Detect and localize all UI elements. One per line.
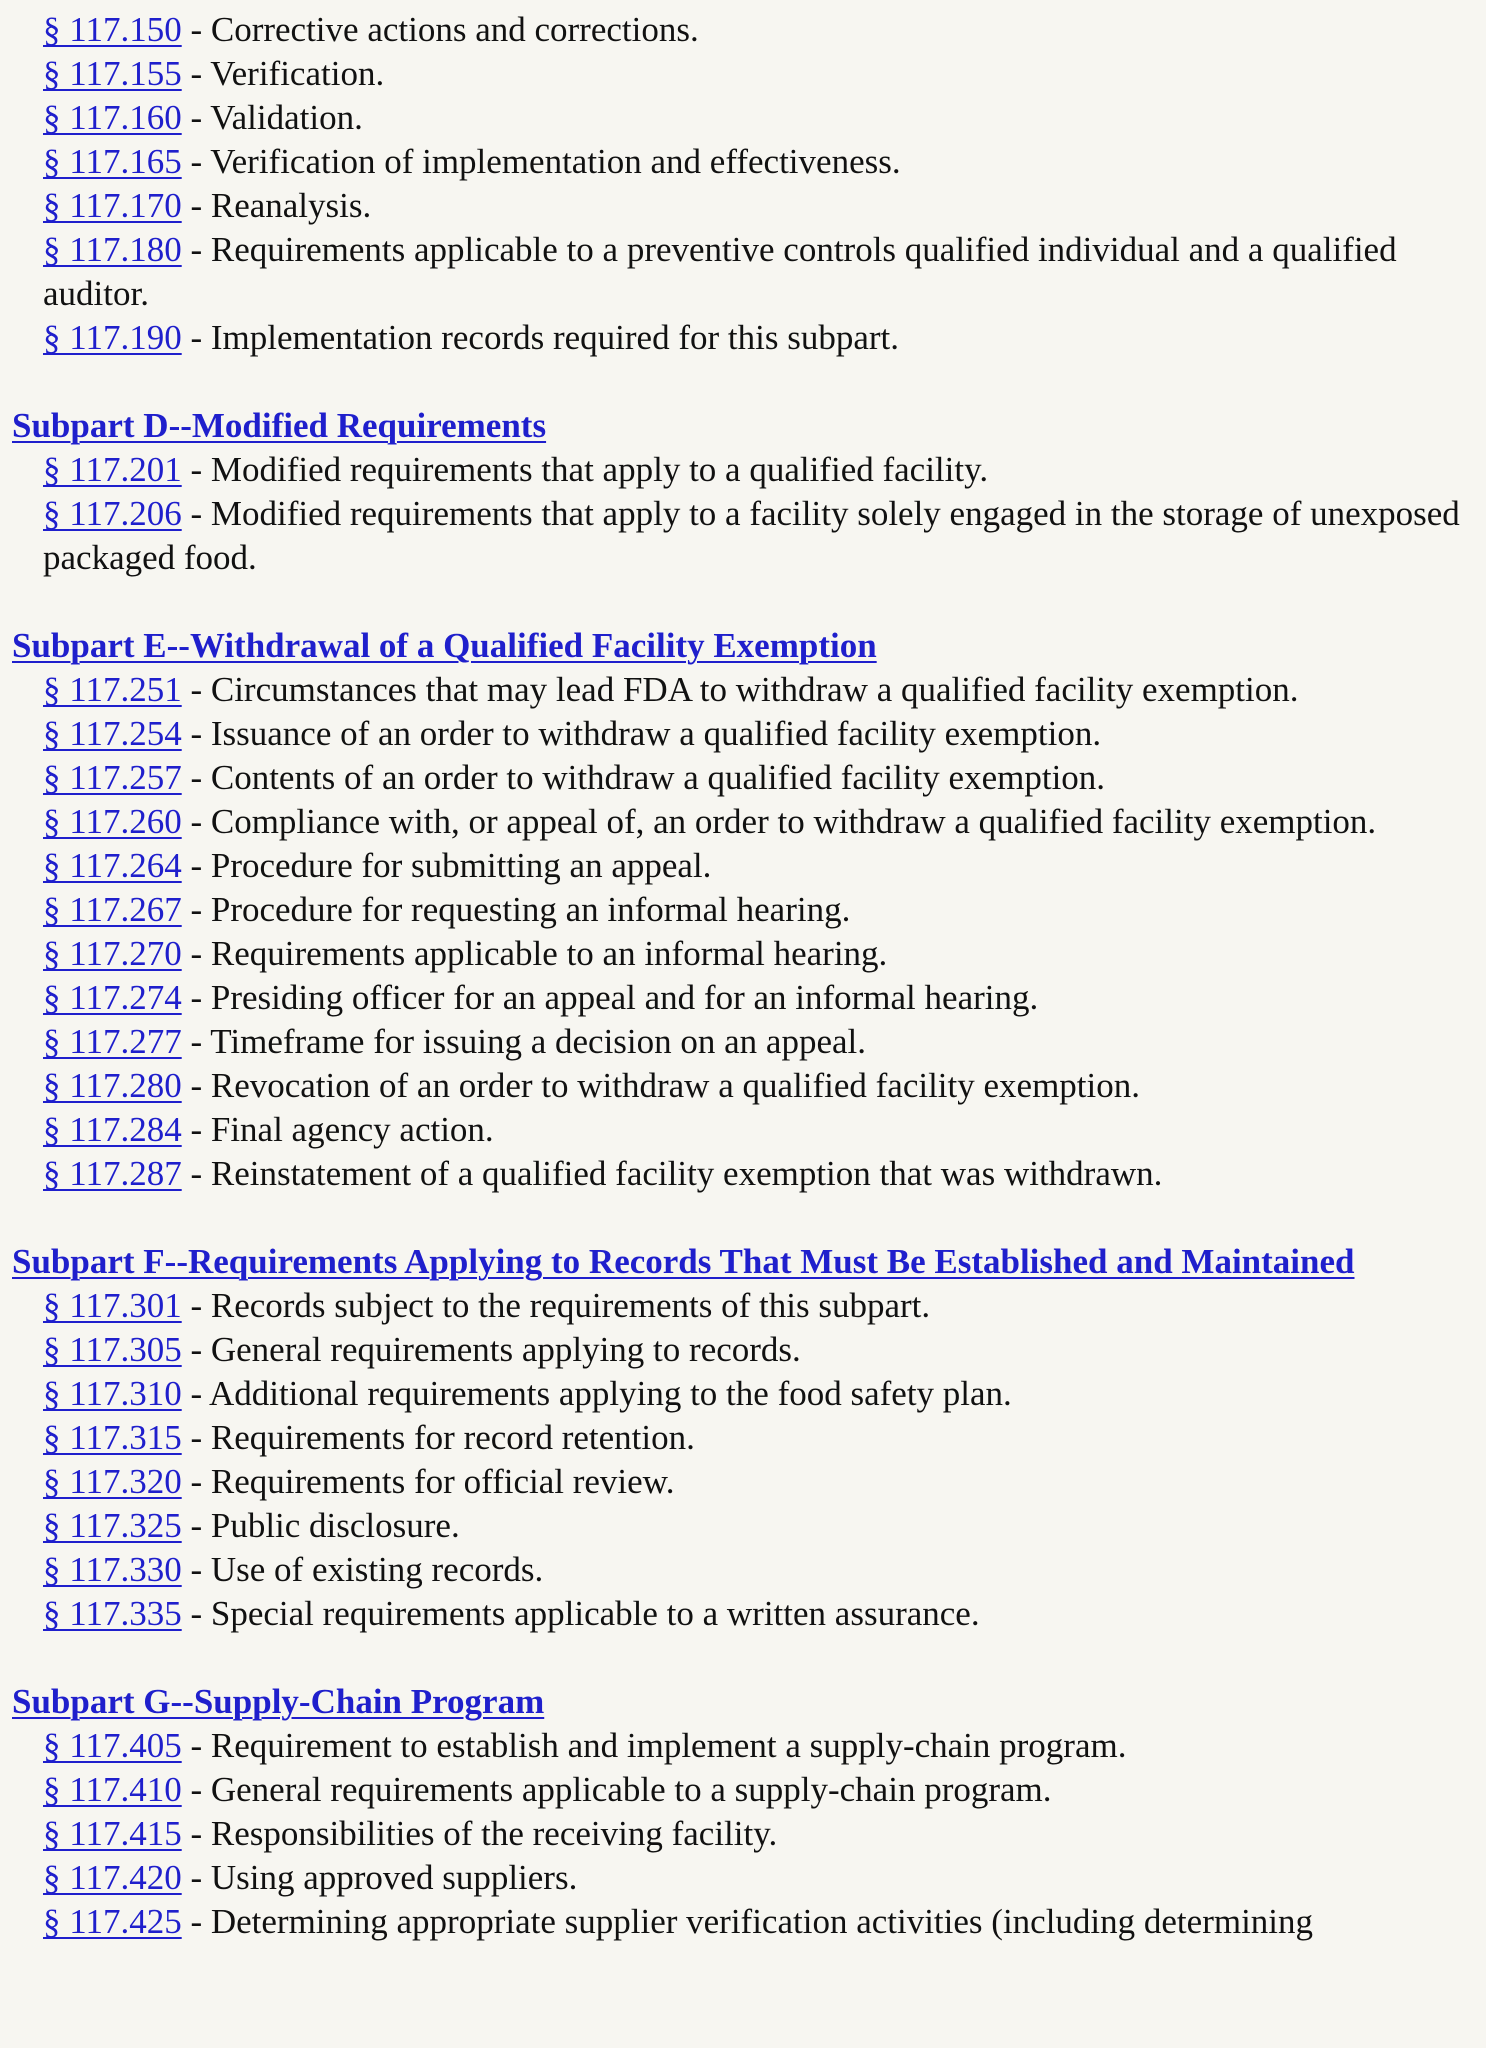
section-title: Reanalysis. <box>210 186 372 225</box>
subpart-d <box>12 404 1474 580</box>
section-link[interactable]: § 117.201 <box>43 450 182 489</box>
section-link[interactable]: § 117.270 <box>43 934 182 973</box>
section-title: Circumstances that may lead FDA to withdraw a qualified facility exemption. <box>210 670 1299 709</box>
section-link[interactable]: § 117.170 <box>43 186 182 225</box>
section-link[interactable]: § 117.325 <box>43 1506 182 1545</box>
section-title: Final agency action. <box>210 1110 494 1149</box>
section-title: Validation. <box>210 98 363 137</box>
section-title: Additional requirements applying to the food safety plan. <box>208 1374 1012 1413</box>
section-link[interactable]: § 117.264 <box>43 846 182 885</box>
section-title: Reinstatement of a qualified facility exemption that was withdrawn. <box>210 1154 1163 1193</box>
toc-entry: § 117.277 - Timeframe for issuing a decision on an appeal. <box>43 1022 867 1061</box>
subpart-d-link[interactable]: Subpart D--Modified Requirements <box>12 406 547 445</box>
toc-entry: § 117.270 - Requirements applicable to an informal hearing. <box>43 934 888 973</box>
toc-entry: § 117.420 - Using approved suppliers. <box>43 1858 578 1897</box>
toc-entry: § 117.150 - Corrective actions and corrections. <box>43 10 699 49</box>
subpart-f-link[interactable]: Subpart F--Requirements Applying to Records That Must Be Established and Maintained <box>12 1242 1355 1281</box>
section-link[interactable]: § 117.180 <box>43 230 182 269</box>
section-title: Procedure for submitting an appeal. <box>210 846 712 885</box>
section-title: Modified requirements that apply to a facility solely engaged in the storage of unexposed packaged food. <box>43 494 1460 577</box>
section-title: Contents of an order to withdraw a qualified facility exemption. <box>210 758 1106 797</box>
toc-entry: § 117.251 - Circumstances that may lead FDA to withdraw a qualified facility exemption. <box>43 670 1299 709</box>
section-title: Verification of implementation and effectiveness. <box>210 142 901 181</box>
toc-entry: § 117.264 - Procedure for submitting an appeal. <box>43 846 712 885</box>
top-entry-list <box>12 8 1474 360</box>
section-link[interactable]: § 117.425 <box>43 1902 182 1941</box>
section-title: Presiding officer for an appeal and for an informal hearing. <box>210 978 1039 1017</box>
toc-entry: § 117.206 - Modified requirements that apply to a facility solely engaged in the storage of unexposed packaged food. <box>43 494 1460 577</box>
section-link[interactable]: § 117.257 <box>43 758 182 797</box>
section-title: Revocation of an order to withdraw a qualified facility exemption. <box>210 1066 1140 1105</box>
toc-entry: § 117.180 - Requirements applicable to a preventive controls qualified individual and a qualified auditor. <box>43 230 1397 313</box>
toc-entry: § 117.315 - Requirements for record retention. <box>43 1418 695 1457</box>
section-link[interactable]: § 117.330 <box>43 1550 182 1589</box>
toc-entry: § 117.284 - Final agency action. <box>43 1110 494 1149</box>
section-link[interactable]: § 117.335 <box>43 1594 182 1633</box>
section-link[interactable]: § 117.251 <box>43 670 182 709</box>
section-title: Special requirements applicable to a written assurance. <box>210 1594 980 1633</box>
section-link[interactable]: § 117.415 <box>43 1814 182 1853</box>
toc-entry: § 117.257 - Contents of an order to withdraw a qualified facility exemption. <box>43 758 1106 797</box>
section-link[interactable]: § 117.420 <box>43 1858 182 1897</box>
section-link[interactable]: § 117.301 <box>43 1286 182 1325</box>
toc-entry: § 117.201 - Modified requirements that apply to a qualified facility. <box>43 450 989 489</box>
toc-entry: § 117.325 - Public disclosure. <box>43 1506 460 1545</box>
toc-entry: § 117.287 - Reinstatement of a qualified facility exemption that was withdrawn. <box>43 1154 1163 1193</box>
section-title: Determining appropriate supplier verification activities (including determining <box>210 1902 1314 1941</box>
toc-entry: § 117.320 - Requirements for official review. <box>43 1462 675 1501</box>
subpart-heading <box>12 624 1474 668</box>
toc-entry: § 117.260 - Compliance with, or appeal of, an order to withdraw a qualified facility exemption. <box>43 802 1377 841</box>
subpart-e-link[interactable]: Subpart E--Withdrawal of a Qualified Facility Exemption <box>12 626 877 665</box>
toc-entry: § 117.305 - General requirements applying to records. <box>43 1330 801 1369</box>
section-link[interactable]: § 117.277 <box>43 1022 182 1061</box>
subpart-g-link[interactable]: Subpart G--Supply-Chain Program <box>12 1682 545 1721</box>
toc-entry: § 117.155 - Verification. <box>43 54 385 93</box>
section-title: Timeframe for issuing a decision on an appeal. <box>210 1022 867 1061</box>
section-title: Requirement to establish and implement a supply-chain program. <box>210 1726 1127 1765</box>
section-link[interactable]: § 117.150 <box>43 10 182 49</box>
section-title: Issuance of an order to withdraw a qualified facility exemption. <box>210 714 1102 753</box>
section-title: Responsibilities of the receiving facility. <box>210 1814 778 1853</box>
toc-entry: § 117.254 - Issuance of an order to withdraw a qualified facility exemption. <box>43 714 1102 753</box>
section-link[interactable]: § 117.284 <box>43 1110 182 1149</box>
section-title: Requirements applicable to a preventive controls qualified individual and a qualified auditor. <box>43 230 1397 313</box>
section-title: Verification. <box>210 54 385 93</box>
toc-entry: § 117.410 - General requirements applicable to a supply-chain program. <box>43 1770 1052 1809</box>
section-link[interactable]: § 117.405 <box>43 1726 182 1765</box>
section-link[interactable]: § 117.254 <box>43 714 182 753</box>
toc-entry: § 117.274 - Presiding officer for an appeal and for an informal hearing. <box>43 978 1039 1017</box>
subpart-heading <box>12 404 1474 448</box>
section-title: Public disclosure. <box>210 1506 460 1545</box>
section-link[interactable]: § 117.160 <box>43 98 182 137</box>
section-title: Requirements for record retention. <box>210 1418 695 1457</box>
toc-entry: § 117.160 - Validation. <box>43 98 363 137</box>
section-link[interactable]: § 117.410 <box>43 1770 182 1809</box>
subpart-e <box>12 624 1474 1196</box>
section-title: Procedure for requesting an informal hearing. <box>210 890 851 929</box>
section-link[interactable]: § 117.190 <box>43 318 182 357</box>
toc-entry: § 117.280 - Revocation of an order to withdraw a qualified facility exemption. <box>43 1066 1140 1105</box>
section-link[interactable]: § 117.280 <box>43 1066 182 1105</box>
section-title: Modified requirements that apply to a qualified facility. <box>210 450 989 489</box>
subpart-heading <box>12 1240 1474 1284</box>
section-link[interactable]: § 117.206 <box>43 494 182 533</box>
section-link[interactable]: § 117.267 <box>43 890 182 929</box>
toc-entry: § 117.165 - Verification of implementation and effectiveness. <box>43 142 901 181</box>
subpart-heading <box>12 1680 1474 1724</box>
section-title: Requirements for official review. <box>210 1462 675 1501</box>
toc-entry: § 117.405 - Requirement to establish and implement a supply-chain program. <box>43 1726 1127 1765</box>
toc-entry: § 117.170 - Reanalysis. <box>43 186 372 225</box>
toc-entry: § 117.190 - Implementation records required for this subpart. <box>43 318 899 357</box>
section-title: Requirements applicable to an informal hearing. <box>210 934 888 973</box>
section-title: Corrective actions and corrections. <box>210 10 699 49</box>
section-link[interactable]: § 117.320 <box>43 1462 182 1501</box>
section-link[interactable]: § 117.260 <box>43 802 182 841</box>
section-title: Use of existing records. <box>210 1550 544 1589</box>
section-title: Using approved suppliers. <box>210 1858 578 1897</box>
toc-entry: § 117.310 - Additional requirements applying to the food safety plan. <box>43 1374 1012 1413</box>
subpart-f <box>12 1240 1474 1636</box>
toc-entry: § 117.267 - Procedure for requesting an informal hearing. <box>43 890 851 929</box>
toc-entry: § 117.425 - Determining appropriate supplier verification activities (including determining <box>43 1902 1314 1941</box>
toc-entry: § 117.330 - Use of existing records. <box>43 1550 544 1589</box>
section-link[interactable]: § 117.315 <box>43 1418 182 1457</box>
toc-entry: § 117.415 - Responsibilities of the receiving facility. <box>43 1814 778 1853</box>
subpart-g <box>12 1680 1474 1944</box>
toc-entry: § 117.335 - Special requirements applicable to a written assurance. <box>43 1594 980 1633</box>
section-link[interactable]: § 117.305 <box>43 1330 182 1369</box>
section-link[interactable]: § 117.287 <box>43 1154 182 1193</box>
section-title: Implementation records required for this subpart. <box>210 318 899 357</box>
toc-entry: § 117.301 - Records subject to the requirements of this subpart. <box>43 1286 931 1325</box>
section-title: General requirements applicable to a supply-chain program. <box>210 1770 1052 1809</box>
section-title: General requirements applying to records. <box>210 1330 801 1369</box>
section-link[interactable]: § 117.310 <box>43 1374 182 1413</box>
section-link[interactable]: § 117.165 <box>43 142 182 181</box>
section-title: Records subject to the requirements of this subpart. <box>210 1286 931 1325</box>
section-title: Compliance with, or appeal of, an order to withdraw a qualified facility exemption. <box>210 802 1377 841</box>
section-link[interactable]: § 117.155 <box>43 54 182 93</box>
section-link[interactable]: § 117.274 <box>43 978 182 1017</box>
